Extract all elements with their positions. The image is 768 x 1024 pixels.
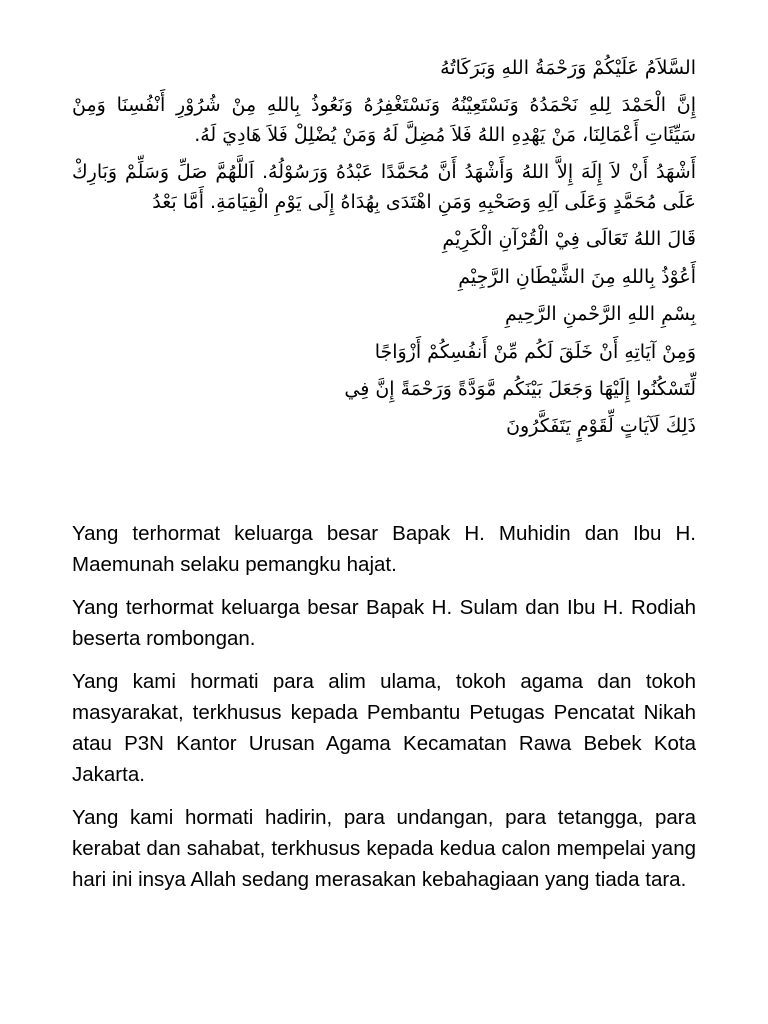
verse-line-3: ذَلِكَ لَآيَاتٍ لِّقَوْمٍ يَتَفَكَّرُونَ bbox=[506, 415, 696, 438]
salam-line: السَّلاَمُ عَلَيْكُمْ وَرَحْمَةُ اللهِ وَبَرَكَاتُهُ bbox=[440, 57, 696, 79]
greeting-paragraph: Yang terhormat keluarga besar Bapak H. Muhidin dan Ibu H. Maemunah selaku pemangku hajat. bbox=[72, 522, 696, 576]
greeting-section bbox=[72, 518, 696, 907]
qur-an-intro-line: قَالَ اللهُ تَعَالَى فِيْ الْقُرْآنِ الْكَرِيْمِ bbox=[442, 228, 696, 251]
greeting-paragraph: Yang kami hormati hadirin, para undangan, para tetangga, para kerabat dan sahabat, terkhusus kepada kedua calon mempelai yang hari ini insya Allah sedang merasakan kebahagiaan yang tiada tara. bbox=[72, 806, 696, 891]
taawudz-line: أَعُوْذُ بِاللهِ مِنَ الشَّيْطَانِ الرَّجِيْمِ bbox=[458, 265, 696, 288]
arabic-opening bbox=[72, 54, 696, 450]
greeting-paragraph: Yang kami hormati para alim ulama, tokoh agama dan tokoh masyarakat, terkhusus kepada Pembantu Petugas Pencatat Nikah atau P3N Kantor Urusan Agama Kecamatan Rawa Bebek Kota Jakarta. bbox=[72, 670, 696, 786]
basmalah-line: بِسْمِ اللهِ الرَّحْمنِ الرَّحِيمِ bbox=[505, 303, 696, 326]
verse-line-2: لِّتَسْكُنُوا إِلَيْهَا وَجَعَلَ بَيْنَكُم مَّوَدَّةً وَرَحْمَةً إِنَّ فِي bbox=[344, 377, 696, 400]
hamdalah-paragraph: إِنَّ الْحَمْدَ لِلهِ نَحْمَدُهُ وَنَسْتَعِيْنُهُ وَنَسْتَغْفِرُهُ وَنَعُوذُ بِاللهِ مِنْ شُرُوْرِ أَنْفُسِنَا وَمِنْ سَيِّئَاتِ أَعْمَالِنَا، مَنْ يَهْدِهِ اللهُ فَلاَ مُضِلَّ لَهُ وَمَنْ يُضْلِلْ فَلاَ هَادِيَ لَهُ. bbox=[72, 94, 696, 146]
syahadat-shalawat-paragraph: أَشْهَدُ أَنْ لاَ إِلَهَ إِلاَّ اللهُ وَأَشْهَدُ أَنَّ مُحَمَّدًا عَبْدُهُ وَرَسُوْلُهُ. اَللَّهُمَّ صَلِّ وَسَلِّمْ وَبَارِكْ عَلَى مُحَمَّدٍ وَعَلَى آلِهِ وَصَحْبِهِ وَمَنِ اهْتَدَى بِهُدَاهُ إِلَى يَوْمِ الْقِيَامَةِ. أَمَّا بَعْدُ bbox=[72, 161, 696, 213]
verse-line-1: وَمِنْ آيَاتِهِ أَنْ خَلَقَ لَكُم مِّنْ أَنفُسِكُمْ أَزْوَاجًا bbox=[374, 340, 696, 363]
greeting-paragraph: Yang terhormat keluarga besar Bapak H. Sulam dan Ibu H. Rodiah beserta rombongan. bbox=[72, 596, 696, 650]
